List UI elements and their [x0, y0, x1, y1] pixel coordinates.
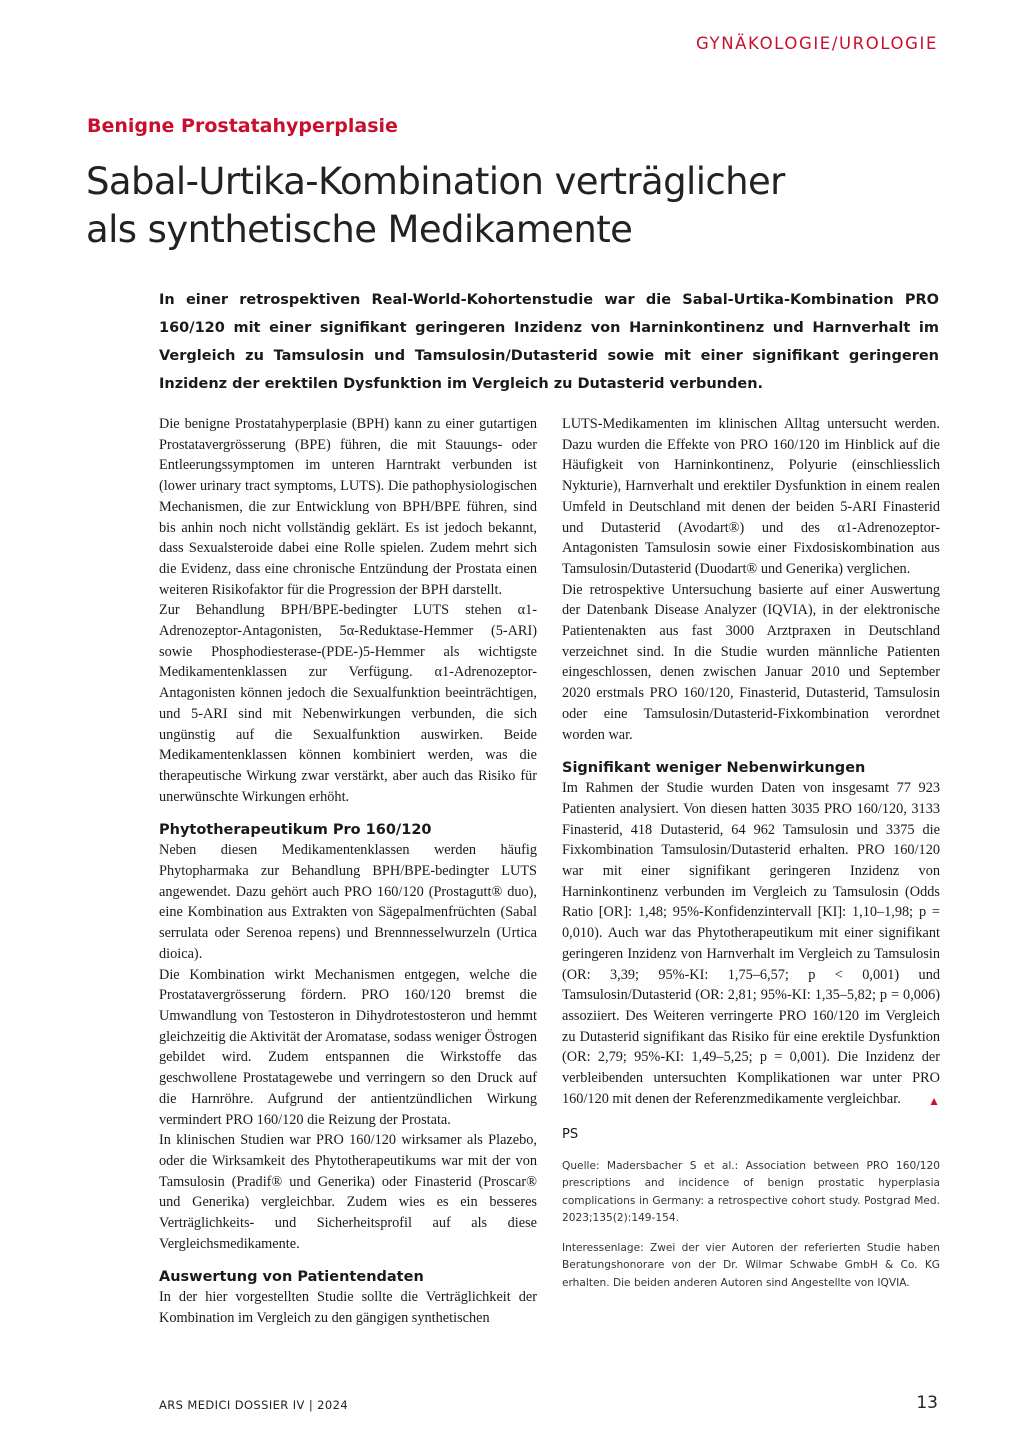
subheading-auswertung: Auswertung von Patientendaten: [159, 1269, 424, 1286]
page-number: 13: [916, 1393, 938, 1413]
right-column: [562, 414, 940, 1292]
paragraph: LUTS-Medikamenten im klinischen Alltag untersucht werden. Dazu wurden die Effekte von PRO 160/120 im Hinblick auf die Häufigkeit von Harninkontinenz, Polyurie (einschliesslich Nykturie), Harnverhalt und erektiler Dysfunktion in einem realen Umfeld in Deutschland mit denen der beiden 5-ARI Finasterid und Dutasterid (Avodart®) und des α1-Adrenozeptor-Antagonisten Tamsulosin sowie einer Fixdosiskombination aus Tamsulosin/Dutasterid (Duodart® und Generika) verglichen.: [562, 416, 940, 577]
author-initials: PS: [562, 1126, 579, 1142]
end-of-article-triangle-icon: ▲: [928, 1093, 940, 1108]
paragraph: Die benigne Prostatahyperplasie (BPH) kann zu einer gutartigen Prostatavergrösserung (BPE) führen, die mit Stauungs- oder Entleerungssymptomen im unteren Harntrakt verbunden ist (lower urinary tract symptoms, LUTS). Die pathophysiologischen Mechanismen, die zur Entwicklung von BPH/BPE führen, sind bis anhin noch nicht vollständig geklärt. Es ist jedoch bekannt, dass Sexualsteroide dabei eine Rolle spielen. Zudem mehrt sich die Evidenz, dass eine chronische Entzündung der Prostata einen weiteren Risikofaktor für die Progression der BPH darstellt.: [159, 416, 537, 598]
title-line-2: als synthetische Medikamente: [86, 208, 633, 251]
section-tag: GYNÄKOLOGIE/UROLOGIE: [695, 34, 938, 53]
subheading-phytotherapeutikum: Phytotherapeutikum Pro 160/120: [159, 822, 432, 839]
paragraph-text: Im Rahmen der Studie wurden Daten von insgesamt 77 923 Patienten analysiert. Von diesen hatten 3035 PRO 160/120, 3133 Finasterid, 418 Dutasterid, 64 962 Tamsulosin und 3375 die Fixkombination Tamsulosin/Dutasterid erhalten. PRO 160/120 war mit einer signifikant geringeren Inzidenz von Harninkontinenz verbunden im Vergleich zu Tamsulosin (Odds Ratio [OR]: 1,48; 95%-Konfidenzintervall [KI]: 1,10–1,98; p = 0,010). Auch war das Phytotherapeutikum mit einer signifikant geringeren Inzidenz von Harnverhalt im Vergleich zu Tamsulosin (OR: 3,39; 95%-KI: 1,75–6,57; p < 0,001) und Tamsulosin/Dutasterid (OR: 2,81; 95%-KI: 1,35–5,82; p = 0,006) assoziiert. Des Weiteren verringerte PRO 160/120 im Vergleich zu Dutasterid signifikant das Risiko für eine erektile Dysfunktion (OR: 2,79; 95%-KI: 1,49–5,25; p = 0,001). Die Inzidenz der verbleibenden untersuchten Komplikationen war unter PRO 160/120 mit denen der Referenzmedikamente vergleichbar.: [562, 780, 940, 1107]
paragraph: In klinischen Studien war PRO 160/120 wirksamer als Plazebo, oder die Wirksamkeit des Phytotherapeutikums war mit der von Tamsulosin (Pradif® und Generika) oder Finasterid (Proscar® und Generika) vergleichbar. Zudem wies es ein besseres Verträglichkeits- und Sicherheitsprofil auf als diese Vergleichsmedikamente.: [159, 1132, 537, 1252]
left-column: [159, 414, 537, 1329]
paragraph: Neben diesen Medikamentenklassen werden häufig Phytopharmaka zur Behandlung BPH/BPE-bedingter LUTS angewendet. Dazu gehört auch PRO 160/120 (Prostagutt® duo), eine Kombination aus Extrakten von Sägepalmenfrüchten (Sabal serrulata oder Serenoa repens) und Brennnesselwurzeln (Urtica dioica).: [159, 842, 537, 962]
conflict-of-interest: Interessenlage: Zwei der vier Autoren der referierten Studie haben Beratungshonorare von der Dr. Wilmar Schwabe GmbH & Co. KG erhalten. Die beiden anderen Autoren sind Angestellte von IQVIA.: [562, 1241, 940, 1289]
publication-footer: ARS MEDICI DOSSIER IV | 2024: [159, 1398, 349, 1412]
article-kicker: Benigne Prostatahyperplasie: [87, 115, 398, 137]
paragraph: Die Kombination wirkt Mechanismen entgegen, welche die Prostatavergrösserung fördern. PRO 160/120 bremst die Umwandlung von Testosteron in Dihydrotestosteron und hemmt gleichzeitig die Aktivität der Aromatase, sodass weniger Östrogen gebildet wird. Zudem entspannen die Wirkstoffe das geschwollene Prostatagewebe und verringern so den Druck auf die Harnröhre. Aufgrund der antientzündlichen Wirkung vermindert PRO 160/120 die Reizung der Prostata.: [159, 966, 537, 1128]
paragraph: Zur Behandlung BPH/BPE-bedingter LUTS stehen α1-Adrenozeptor-Antagonisten, 5α-Reduktase-Hemmer (5-ARI) sowie Phosphodiesterase-(PDE-)5-Hemmer als wichtigste Medikamentenklassen zur Verfügung. α1-Adrenozeptor-Antagonisten können jedoch die Sexualfunktion beeinträchtigen, und 5-ARI sind mit Nebenwirkungen verbunden, die sich ungünstig auf die Sexualfunktion auswirken. Beide Medikamentenklassen können kombiniert werden, was die therapeutische Wirkung zwar verstärkt, aber auch das Risiko für unerwünschte Wirkungen erhöht.: [159, 602, 537, 805]
article-title: [86, 158, 946, 254]
source-citation: Quelle: Madersbacher S et al.: Association between PRO 160/120 prescriptions and incidence of benign prostatic hyperplasia complications in Germany: a retrospective cohort study. Postgrad Med. 2023;135(2):149-154.: [562, 1159, 940, 1224]
title-line-1: Sabal-Urtika-Kombination verträglicher: [86, 160, 785, 203]
paragraph: [562, 778, 940, 1109]
subheading-nebenwirkungen: Signifikant weniger Nebenwirkungen: [562, 760, 866, 777]
article-lead: In einer retrospektiven Real-World-Kohortenstudie war die Sabal-Urtika-Kombination PRO 160/120 mit einer signifikant geringeren Inzidenz von Harninkontinenz und Harnverhalt im Vergleich zu Tamsulosin und Tamsulosin/Dutasterid sowie mit einer signifikant geringeren Inzidenz der erektilen Dysfunktion im Vergleich zu Dutasterid verbunden.: [159, 292, 939, 392]
paragraph: Die retrospektive Untersuchung basierte auf einer Auswertung der Datenbank Disease Analyzer (IQVIA), in der elektronische Patientenakten aus fast 3000 Arztpraxen in Deutschland verzeichnet sind. In die Studie wurden männliche Patienten eingeschlossen, denen zwischen Januar 2010 und September 2020 erstmals PRO 160/120, Finasterid, Dutasterid, Tamsulosin oder eine Tamsulosin/Dutasterid-Fixkombination verordnet worden war.: [562, 581, 940, 743]
paragraph: In der hier vorgestellten Studie sollte die Verträglichkeit der Kombination im Vergleich zu den gängigen synthetischen: [159, 1289, 537, 1327]
